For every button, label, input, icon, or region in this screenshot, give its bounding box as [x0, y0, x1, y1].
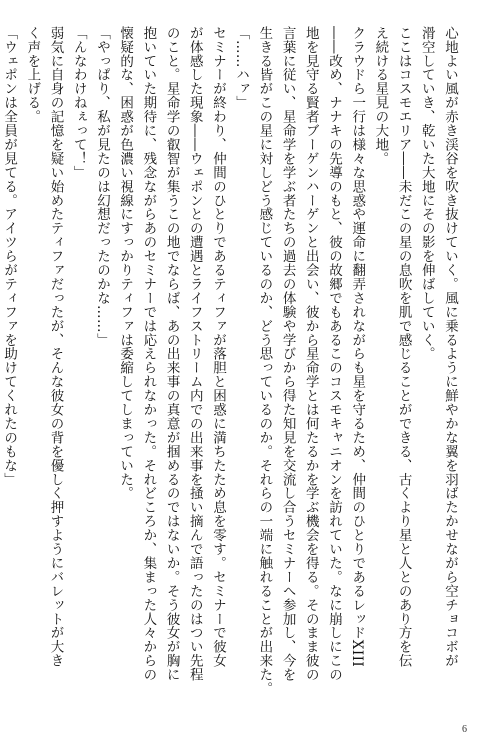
text-line: 懐疑的な、困惑が色濃い視線にすっかりティファは委縮してしまっていた。 — [117, 26, 134, 501]
text-line: く声を上げる。 — [24, 26, 41, 124]
text-line: セミナーが終わり、仲間のひとりであるティファが落胆と困惑に満ちたため息を零す。セミナーで彼女 — [209, 26, 226, 668]
text-line: 抱いていた期待に、残念ながらあのセミナーでは応えられなかった。それどころか、集まった人々からの — [140, 26, 157, 682]
vertical-text-block — [1, 26, 461, 716]
text-line: え続ける星見の大地。 — [372, 26, 389, 166]
text-line: 心地よい風が赤き渓谷を吹き抜けていく。風に乗るように鮮やかな翼を羽ばたかせながら空チョコボが — [442, 26, 458, 668]
text-line: ――改め、ナナキの先導のもと、彼の故郷でもあるこのコスモキャニオンを訪れていた。なに崩しにこの — [325, 26, 342, 682]
text-line: 言葉に従い、星命学を学ぶ者たちの過去の体験や学びから得た知見を交流し合うセミナーへ参加し、今を — [279, 26, 296, 682]
page-number: 6 — [462, 724, 467, 735]
dialogue-line: 「ウェポンは全員が見てる。アイツらがティファを助けてくれたのもな」 — [1, 26, 18, 487]
text-line: 弱気に自身の記憶を疑い始めたティファだったが、そんな彼女の背を優しく押すようにバレットが大き — [47, 26, 64, 668]
text-line: が体感した現象――ウェポンとの遭遇とライフストリーム内での出来事を掻い摘んで語ったのはつい先程 — [186, 26, 203, 682]
text-line: 滑空していき、乾いた大地にその影を伸ばしていく。 — [418, 26, 435, 361]
text-line: クラウドら一行は様々な思惑や運命に翻弄されながらも星を守るため、仲間のひとりであるレッドXIII — [349, 26, 366, 668]
text-line: 地を見守る賢者ブーゲンハーゲンと出会い、彼から星命学とは何たるかを学ぶ機会を得る。そのまま彼の — [302, 26, 319, 682]
dialogue-line: 「……ハァ」 — [233, 26, 250, 110]
text-line: 生きる皆がこの星に対しどう感じているのか、どう思っているのか。それらの一端に触れることが出来た。 — [256, 26, 273, 696]
dialogue-line: 「やっぱり、私が見たのは幻想だったのかな……」 — [93, 26, 110, 347]
dialogue-line: 「んなわけねぇって！」 — [70, 26, 87, 180]
text-line: ここはコスモエリア――未だこの星の息吹を肌で感じることができる、古くより星と人とのあり方を伝 — [395, 26, 412, 668]
text-line: のこと。星命学の叡智が集うこの地でならば、あの出来事の真意が掴めるのではないか。そう彼女が胸に — [163, 26, 180, 682]
